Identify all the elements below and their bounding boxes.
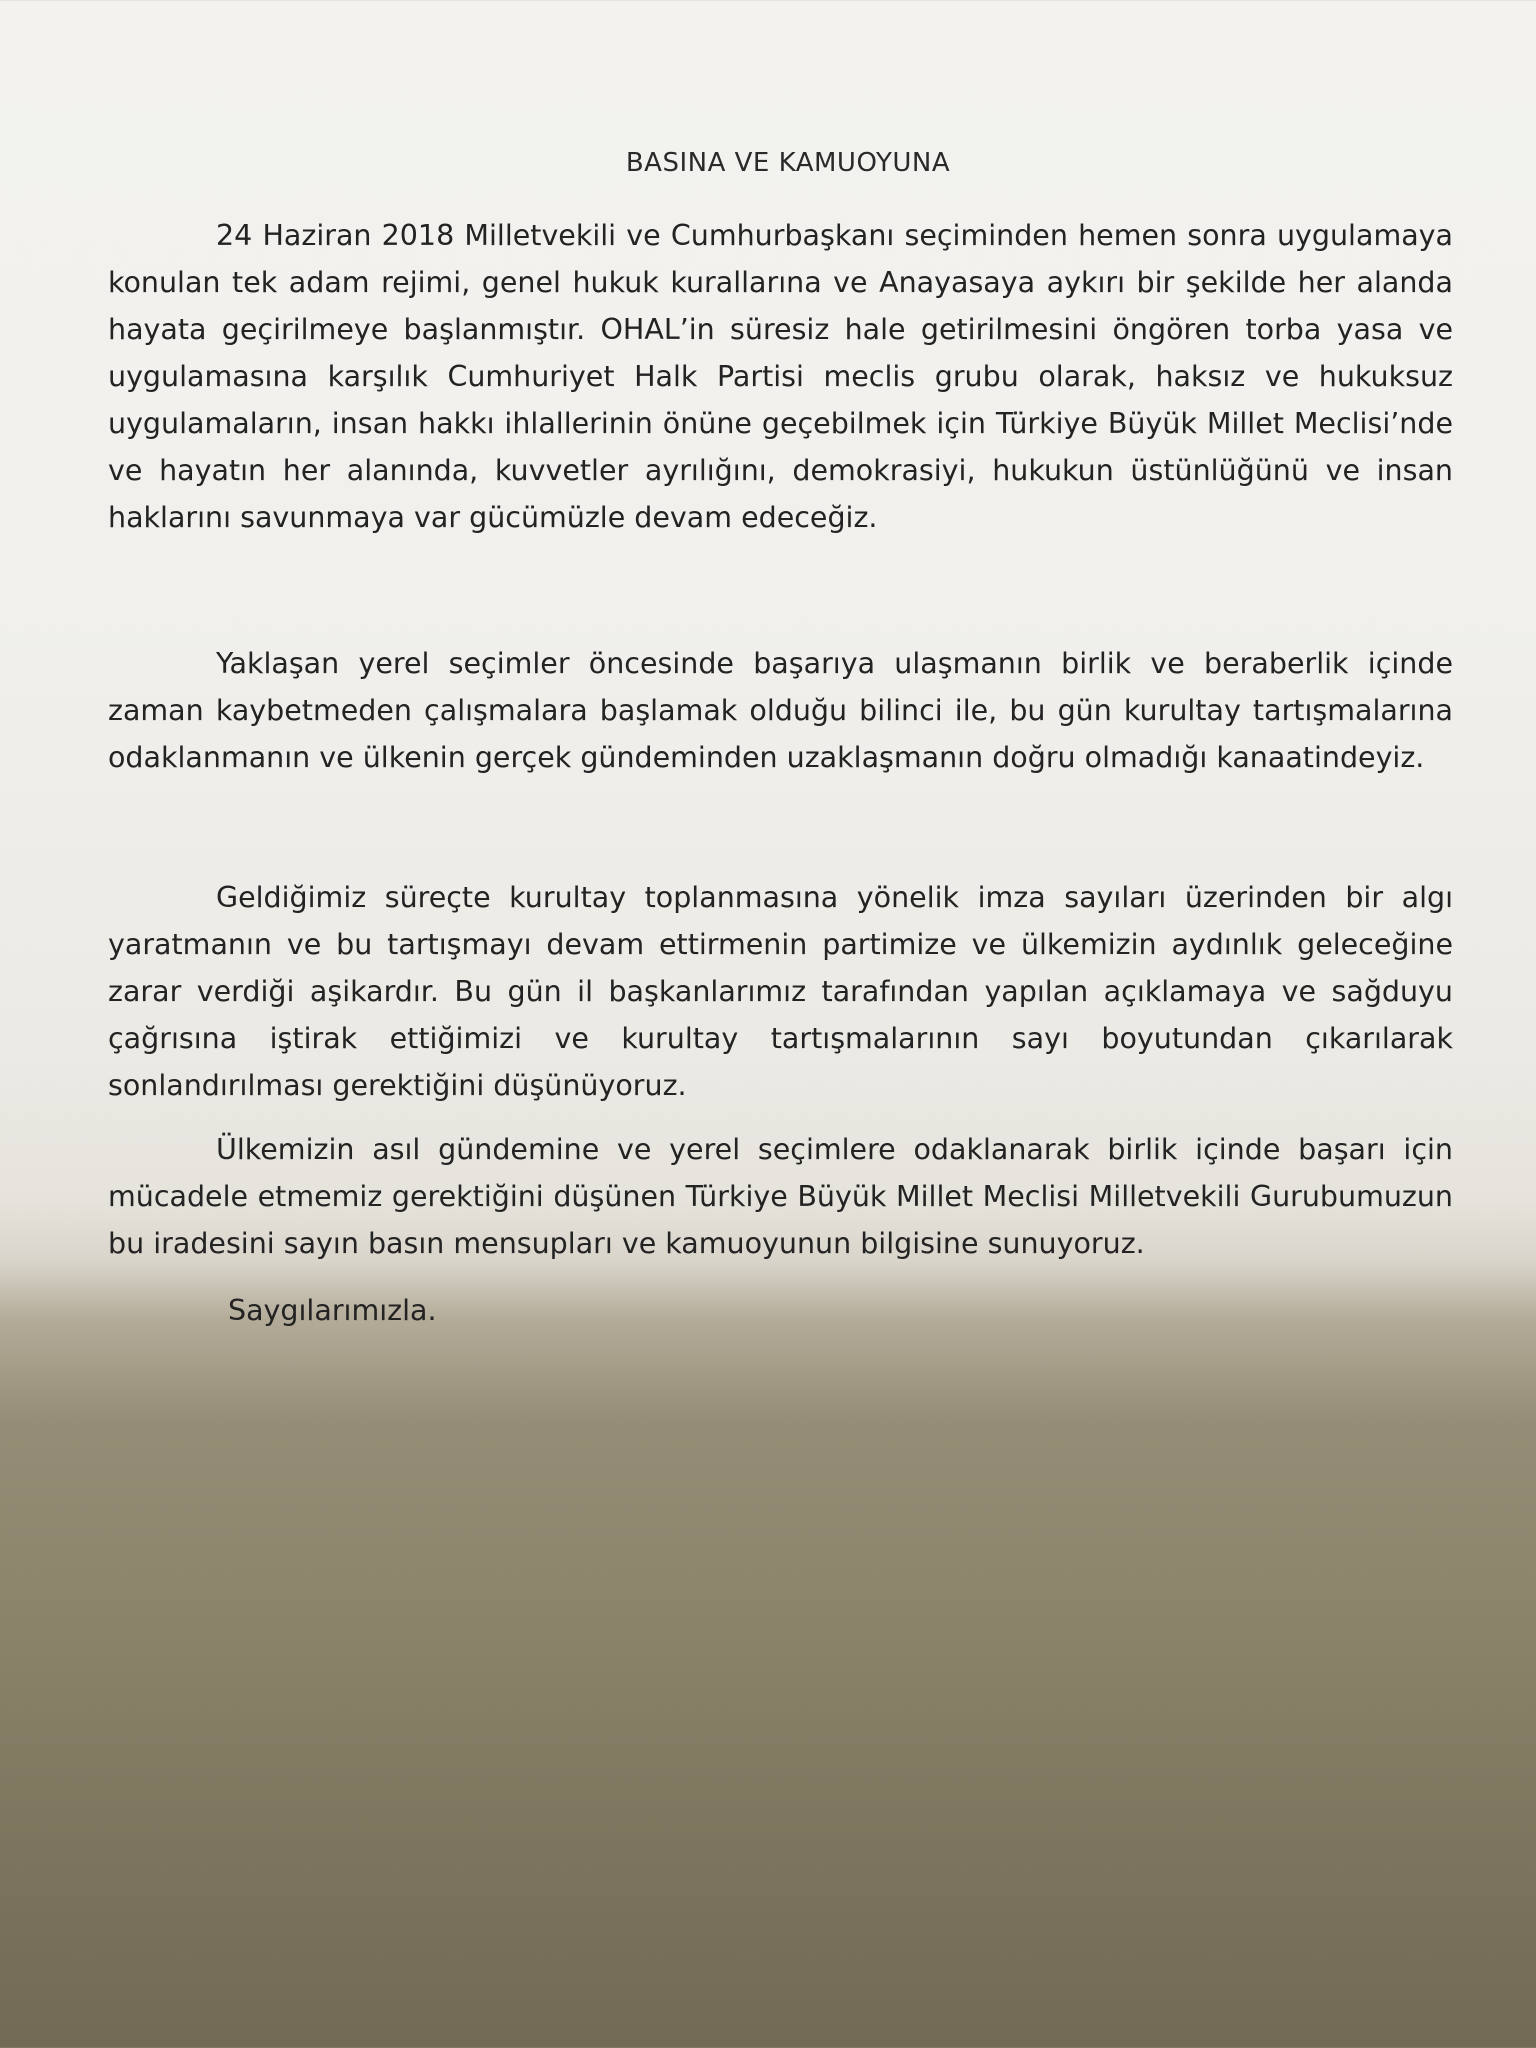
paragraph-1-text: 24 Haziran 2018 Milletvekili ve Cumhurbaşkanı seçiminden hemen sonra uygulamaya konulan tek adam rejimi, genel hukuk kurallarına ve Anayasaya aykırı bir şekilde her alanda hayata geçirilmeye başlanmıştır. OHAL’in süresiz hale getirilmesini öngören torba yasa ve uygulamasına karşılık Cumhuriyet Halk Partisi meclis grubu olarak, haksız ve hukuksuz uygulamaların, insan hakkı ihlallerinin önüne geçebilmek için Türkiye Büyük Millet Meclisi’nde ve hayatın her alanında, kuvvetler ayrılığını, demokrasiyi, hukukun üstünlüğünü ve insan haklarını savunmaya var gücümüzle devam edeceğiz. <box>108 219 1453 534</box>
paragraph-2 <box>108 640 1453 781</box>
document-title: BASINA VE KAMUOYUNA <box>625 148 951 178</box>
paragraph-1 <box>108 212 1453 541</box>
paragraph-2-text: Yaklaşan yerel seçimler öncesinde başarıya ulaşmanın birlik ve beraberlik içinde zaman kaybetmeden çalışmalara başlamak olduğu bilinci ile, bu gün kurultay tartışmalarına odaklanmanın ve ülkenin gerçek gündeminden uzaklaşmanın doğru olmadığı kanaatindeyiz. <box>108 647 1453 774</box>
paragraph-3-text: Geldiğimiz süreçte kurultay toplanmasına yönelik imza sayıları üzerinden bir algı yaratmanın ve bu tartışmayı devam ettirmenin partimize ve ülkemizin aydınlık geleceğine zarar verdiği aşikardır. Bu gün il başkanlarımız tarafından yapılan açıklamaya ve sağduyu çağrısına iştirak ettiğimizi ve kurultay tartışmalarının sayı boyutundan çıkarılarak sonlandırılması gerektiğini düşünüyoruz. <box>108 881 1453 1102</box>
paragraph-4 <box>108 1126 1453 1267</box>
closing-salutation: Saygılarımızla. <box>228 1294 437 1327</box>
paragraph-4-text: Ülkemizin asıl gündemine ve yerel seçimlere odaklanarak birlik içinde başarı için mücadele etmemiz gerektiğini düşünen Türkiye Büyük Millet Meclisi Milletvekili Gurubumuzun bu iradesini sayın basın mensupları ve kamuoyunun bilgisine sunuyoruz. <box>108 1133 1453 1260</box>
paragraph-3 <box>108 874 1453 1109</box>
